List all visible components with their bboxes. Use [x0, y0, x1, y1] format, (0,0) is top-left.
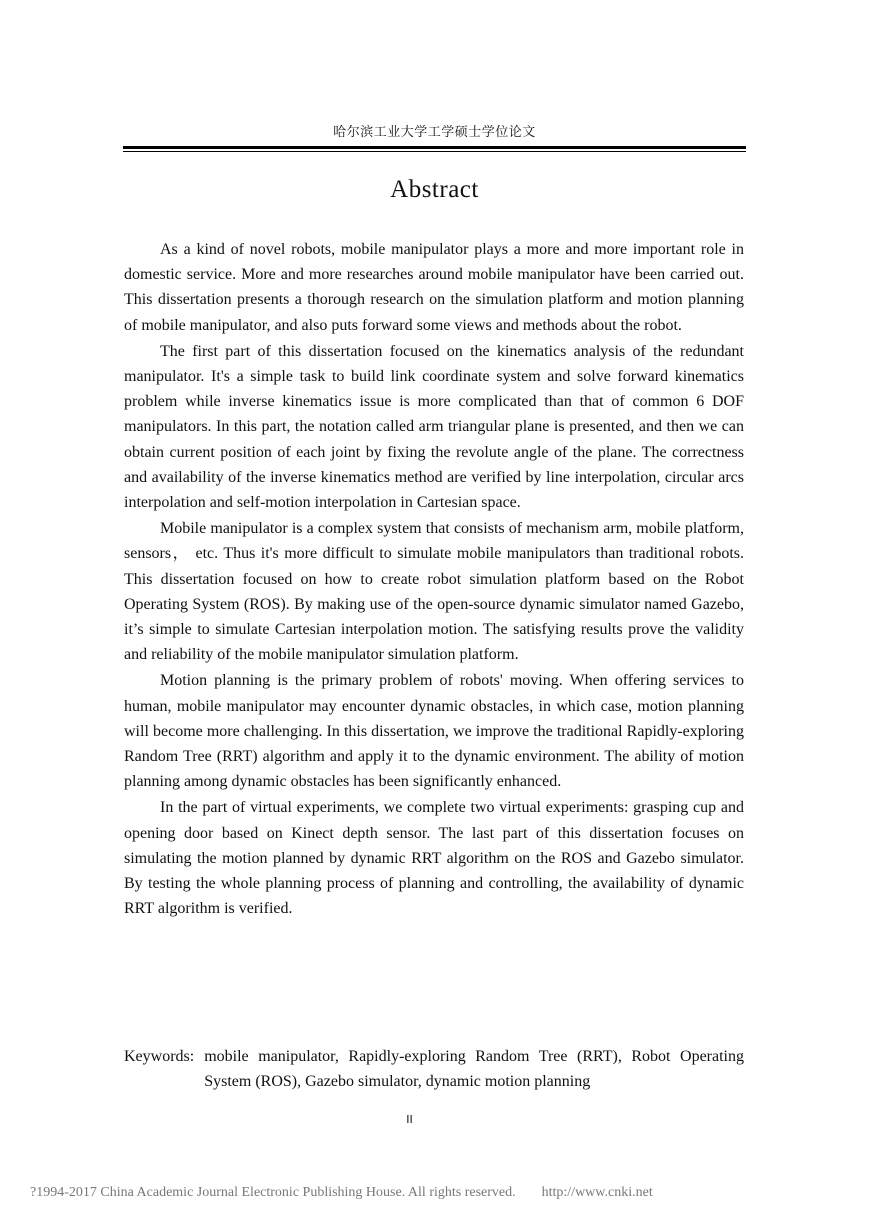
running-header: 哈尔滨工业大学工学硕士学位论文 — [333, 124, 536, 139]
page-number: II — [406, 1113, 413, 1126]
abstract-title: Abstract — [390, 176, 479, 203]
copyright-text: ?1994-2017 China Academic Journal Electronic Publishing House. All rights reserved. — [30, 1185, 516, 1200]
keywords-block — [124, 1044, 744, 1094]
abstract-paragraph-1: As a kind of novel robots, mobile manipulator plays a more and more important role in domestic service. More and more researches around mobile manipulator have been carried out. This dissertation presents a thorough research on the simulation platform and motion planning of mobile manipulator, and also puts forward some views and methods about the robot. — [124, 241, 744, 334]
header-rule-thick — [123, 146, 746, 149]
header-rule-thin — [123, 151, 746, 152]
abstract-paragraph-4: Motion planning is the primary problem of robots' moving. When offering services to human, mobile manipulator may encounter dynamic obstacles, in which case, motion planning will become more challenging. In this dissertation, we improve the traditional Rapidly-exploring Random Tree (RRT) algorithm and apply it to the dynamic environment. The ability of motion planning among dynamic obstacles has been significantly enhanced. — [124, 672, 744, 791]
abstract-paragraph-2: The first part of this dissertation focused on the kinematics analysis of the redundant manipulator. It's a simple task to build link coordinate system and solve forward kinematics problem while inverse kinematics issue is more complicated than that of common 6 DOF manipulators. In this part, the notation called arm triangular plane is presented, and then we can obtain current position of each joint by fixing the revolute angle of the plane. The correctness and availability of the inverse kinematics method are verified by line interpolation, circular arcs interpolation and self-motion interpolation in Cartesian space. — [124, 342, 744, 512]
copyright-footer — [30, 1185, 850, 1201]
keywords-label: Keywords: — [124, 1048, 195, 1065]
abstract-paragraph-3: Mobile manipulator is a complex system that consists of mechanism arm, mobile platform, sensors， etc. Thus it's more difficult to simulate mobile manipulators than traditional robots. This dissertation focused on how to create robot simulation platform based on the Robot Operating System (ROS). By making use of the open-source dynamic simulator named Gazebo, it’s simple to simulate Cartesian interpolation motion. The satisfying results prove the validity and reliability of the mobile manipulator simulation platform. — [124, 520, 745, 664]
footer-url-link[interactable]: http://www.cnki.net — [541, 1185, 653, 1200]
abstract-body — [124, 237, 744, 922]
keywords-text: mobile manipulator, Rapidly-exploring Random Tree (RRT), Robot Operating System (ROS), Gazebo simulator, dynamic motion planning — [204, 1048, 744, 1090]
abstract-paragraph-5: In the part of virtual experiments, we complete two virtual experiments: grasping cup and opening door based on Kinect depth sensor. The last part of this dissertation focuses on simulating the motion planned by dynamic RRT algorithm on the ROS and Gazebo simulator. By testing the whole planning process of planning and controlling, the availability of dynamic RRT algorithm is verified. — [124, 799, 744, 918]
